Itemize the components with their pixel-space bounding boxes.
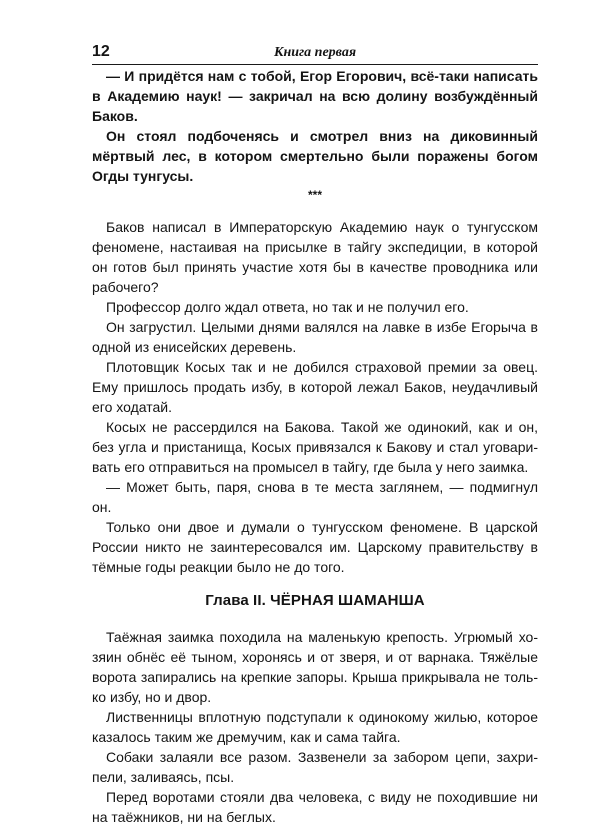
- paragraph: Только они двое и думали о тунгусском феномене. В царской России никто не заинтересовался им. Царскому правительству в тёмные годы реакции было не до того.: [92, 519, 538, 575]
- page-header: [92, 38, 538, 65]
- section-separator: ***: [307, 188, 322, 202]
- section-gap: [92, 206, 538, 217]
- paragraph: Косых не рассердился на Бакова. Такой же одинокий, как и он, без угла и пристанища, Косых привязался к Бакову и стал уговаривать его отправиться на промысел в тайгу, где была у него заимка.: [92, 419, 538, 475]
- paragraph: Баков написал в Императорскую Академию наук о тунгусском феномене, настаивая на присылке в тайгу экспедиции, в которой он готов был принять участие хотя бы в качестве проводника или рабочего?: [92, 219, 538, 295]
- paragraph: Таёжная заимка походила на маленькую крепость. Угрюмый хозяин обнёс её тыном, хоронясь и от зверя, и от варнака. Тяжёлые ворота запирались на крепкие запоры. Крыша прикрывала не только избу, но и двор.: [92, 629, 538, 705]
- chapter-title: Глава II. ЧЁРНАЯ ШАМАНША: [205, 592, 425, 609]
- chapter-gap-top: [92, 577, 538, 589]
- paragraph: Собаки залаяли все разом. Зазвенели за забором цепи, захрипели, заливаясь, псы.: [92, 749, 538, 785]
- paragraph: — И придётся нам с тобой, Егор Егорович, всё-таки написать в Академию наук! — закричал на всю долину возбуждённый Баков.: [92, 68, 538, 124]
- chapter-gap-bottom: [92, 613, 538, 627]
- paragraph: Он стоял подбоченясь и смотрел вниз на диковинный мёртвый лес, в котором смертельно были поражены богом Огды тунгусы.: [92, 128, 538, 184]
- paragraph: Лиственницы вплотную подступали к одинокому жилью, которое казалось таким же дремучим, как и сама тайга.: [92, 709, 538, 745]
- paragraph: Профессор долго ждал ответа, но так и не получил его.: [106, 299, 469, 315]
- paragraph: Перед воротами стояли два человека, с виду не походившие ни на таёжников, ни на беглых.: [92, 789, 538, 825]
- page-number: 12: [92, 43, 110, 60]
- page-body: [92, 66, 538, 827]
- paragraph: Он загрустил. Целыми днями валялся на лавке в избе Егорыча в одной из енисейских деревень.: [92, 319, 538, 355]
- paragraph: Плотовщик Косых так и не добился страховой премии за овец. Ему пришлось продать избу, в которой лежал Баков, неудачливый его ходатай.: [92, 359, 538, 415]
- running-title: Книга первая: [273, 45, 357, 60]
- paragraph: — Может быть, паря, снова в те места заглянем, — подмигнул он.: [92, 479, 538, 515]
